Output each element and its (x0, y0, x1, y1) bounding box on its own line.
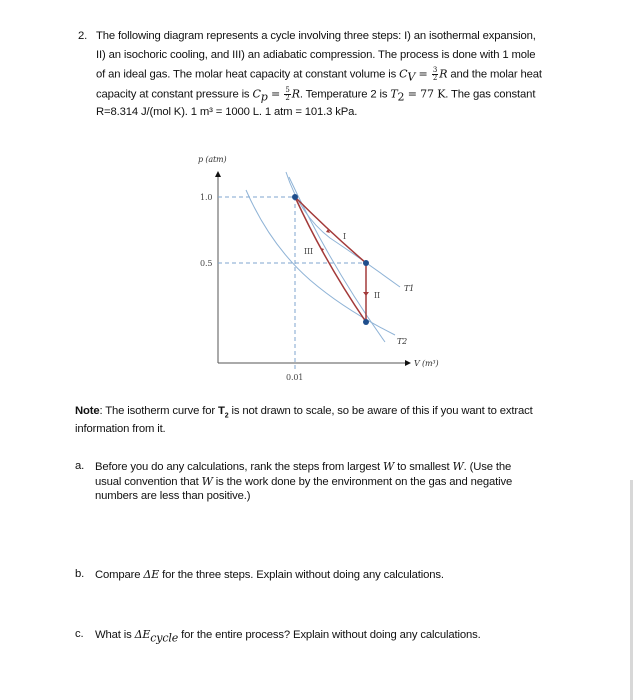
part-a-line: usual convention that W is the work done by the environment on the gas and negative (95, 475, 513, 488)
isotherm-label: T1 (404, 284, 415, 293)
state-point (363, 319, 369, 325)
part-c-label: c. (75, 628, 84, 640)
part-c-line: What is $\Delta E_{cycle}$ for the entire process? Explain without doing any calculations. (95, 628, 481, 645)
part-a-line: Before you do any calculations, rank the steps from largest W to smallest W. (Use the (95, 460, 512, 473)
part-b-label: b. (75, 568, 85, 580)
state-point (292, 194, 298, 200)
note-line: Note: The isotherm curve for $T_2$ is not drawn to scale, so be aware of this if you want to extract (75, 405, 533, 420)
fraction: $\frac{3}{2}$ (432, 66, 438, 82)
y-tick-label: 1.0 (200, 193, 213, 202)
arrow-icon (363, 292, 369, 296)
step-label: II (374, 291, 381, 300)
fraction: $\frac{5}{2}$ (285, 86, 290, 102)
step-label: I (343, 232, 347, 241)
question-line: The following diagram represents a cycle involving three steps: I) an isothermal expansion, (96, 30, 536, 42)
isotherm-t1 (286, 172, 400, 287)
step-label: III (304, 247, 314, 256)
x-axis-label: V (m³) (414, 359, 439, 368)
question-line: II) an isochoric cooling, and III) an adiabatic compression. The process is done with 1 mole (96, 49, 536, 61)
y-tick-label: 0.5 (200, 259, 213, 268)
part-a-line: numbers are less than positive.) (95, 490, 251, 502)
scrollbar[interactable] (630, 480, 633, 700)
y-axis-label: p (atm) (198, 155, 227, 164)
state-point (363, 260, 369, 266)
question-line: of an ideal gas. The molar heat capacity at constant volume is $C_V$ = $\frac{3}{2}$ R and the molar heat (96, 66, 542, 84)
note-line: information from it. (75, 423, 166, 435)
question-number: 2. (78, 30, 88, 42)
adiabat-curve (289, 177, 385, 342)
isotherm-label: T2 (397, 337, 408, 346)
step-iii-path (295, 197, 366, 322)
question-line: R=8.314 J/(mol K). 1 m³ = 1000 L. 1 atm = 101.3 kPa. (96, 106, 358, 118)
part-b-line: Compare ΔE for the three steps. Explain without doing any calculations. (95, 568, 444, 581)
x-tick-label: 0.01 (286, 373, 304, 382)
question-line: capacity at constant pressure is $C_p$ = $\frac{5}{2}$ R. Temperature 2 is $T_2 = 77$ K. The gas constant (96, 86, 536, 104)
part-a-label: a. (75, 460, 85, 472)
